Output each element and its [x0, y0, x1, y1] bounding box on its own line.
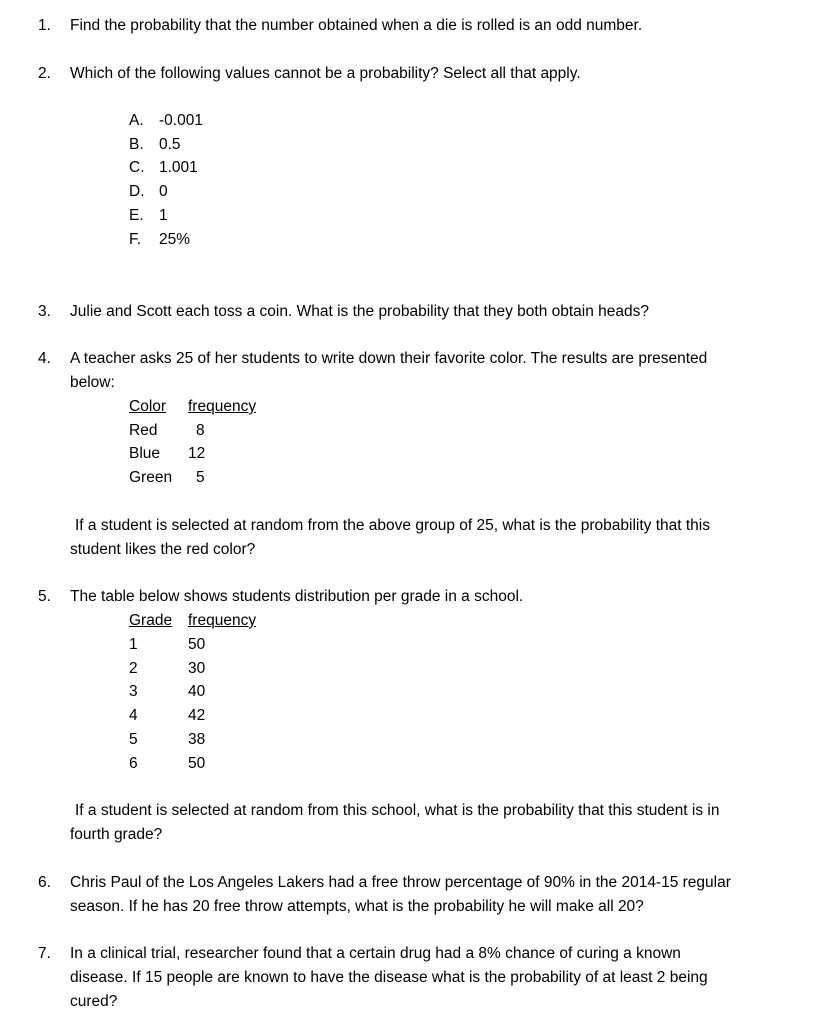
- option-value: 0: [159, 183, 168, 200]
- option-value: 1: [159, 207, 168, 224]
- question-number: 6.: [38, 874, 51, 891]
- table-cell: 38: [188, 731, 206, 748]
- table-header: Grade: [129, 612, 173, 629]
- option-value: -0.001: [159, 112, 203, 129]
- table-cell: 4: [129, 707, 138, 724]
- question-number: 1.: [38, 17, 51, 34]
- option-letter: C.: [129, 159, 145, 176]
- table-cell: 2: [129, 660, 138, 677]
- followup-text: student likes the red color?: [70, 541, 256, 558]
- table-cell: 42: [188, 707, 206, 724]
- question-text: Chris Paul of the Los Angeles Lakers had a free throw percentage of 90% in the 2014-15 regular: [70, 874, 731, 891]
- table-cell: 30: [188, 660, 206, 677]
- table-cell: 8: [196, 422, 205, 439]
- question-text: The table below shows students distribution per grade in a school.: [70, 588, 524, 605]
- followup-text: fourth grade?: [70, 826, 163, 843]
- table-cell: 50: [188, 636, 206, 653]
- option-letter: B.: [129, 136, 144, 153]
- question-text: Find the probability that the number obtained when a die is rolled is an odd number.: [70, 17, 643, 34]
- option-value: 25%: [159, 231, 191, 248]
- table-cell: 5: [196, 469, 205, 486]
- table-cell: 50: [188, 755, 206, 772]
- table-header: frequency: [188, 612, 257, 629]
- option-letter: F.: [129, 231, 142, 248]
- table-cell: 3: [129, 683, 138, 700]
- table-cell: 40: [188, 683, 206, 700]
- option-letter: A.: [129, 112, 144, 129]
- followup-text: If a student is selected at random from this school, what is the probability that this student is in: [75, 802, 720, 819]
- table-cell: Green: [129, 469, 173, 486]
- question-text: below:: [70, 374, 115, 391]
- question-text: season. If he has 20 free throw attempts, what is the probability he will make all 20?: [70, 898, 644, 915]
- table-cell: 6: [129, 755, 138, 772]
- question-text: Julie and Scott each toss a coin. What is the probability that they both obtain heads?: [70, 303, 650, 320]
- question-number: 7.: [38, 945, 51, 962]
- question-number: 2.: [38, 65, 51, 82]
- followup-text: If a student is selected at random from the above group of 25, what is the probability that this: [75, 517, 711, 534]
- option-value: 0.5: [159, 136, 181, 153]
- option-value: 1.001: [159, 159, 198, 176]
- table-cell: 5: [129, 731, 138, 748]
- table-cell: 12: [188, 445, 206, 462]
- question-number: 5.: [38, 588, 51, 605]
- table-cell: 1: [129, 636, 138, 653]
- question-text: disease. If 15 people are known to have the disease what is the probability of at least 2 being: [70, 969, 708, 986]
- question-number: 4.: [38, 350, 51, 367]
- table-cell: Red: [129, 422, 158, 439]
- table-header: Color: [129, 398, 167, 415]
- question-text: Which of the following values cannot be a probability? Select all that apply.: [70, 65, 581, 82]
- table-header: frequency: [188, 398, 257, 415]
- question-text: A teacher asks 25 of her students to write down their favorite color. The results are presented: [70, 350, 708, 367]
- option-letter: E.: [129, 207, 144, 224]
- table-cell: Blue: [129, 445, 161, 462]
- question-text: cured?: [70, 993, 118, 1010]
- question-number: 3.: [38, 303, 51, 320]
- option-letter: D.: [129, 183, 145, 200]
- question-text: In a clinical trial, researcher found that a certain drug had a 8% chance of curing a known: [70, 945, 681, 962]
